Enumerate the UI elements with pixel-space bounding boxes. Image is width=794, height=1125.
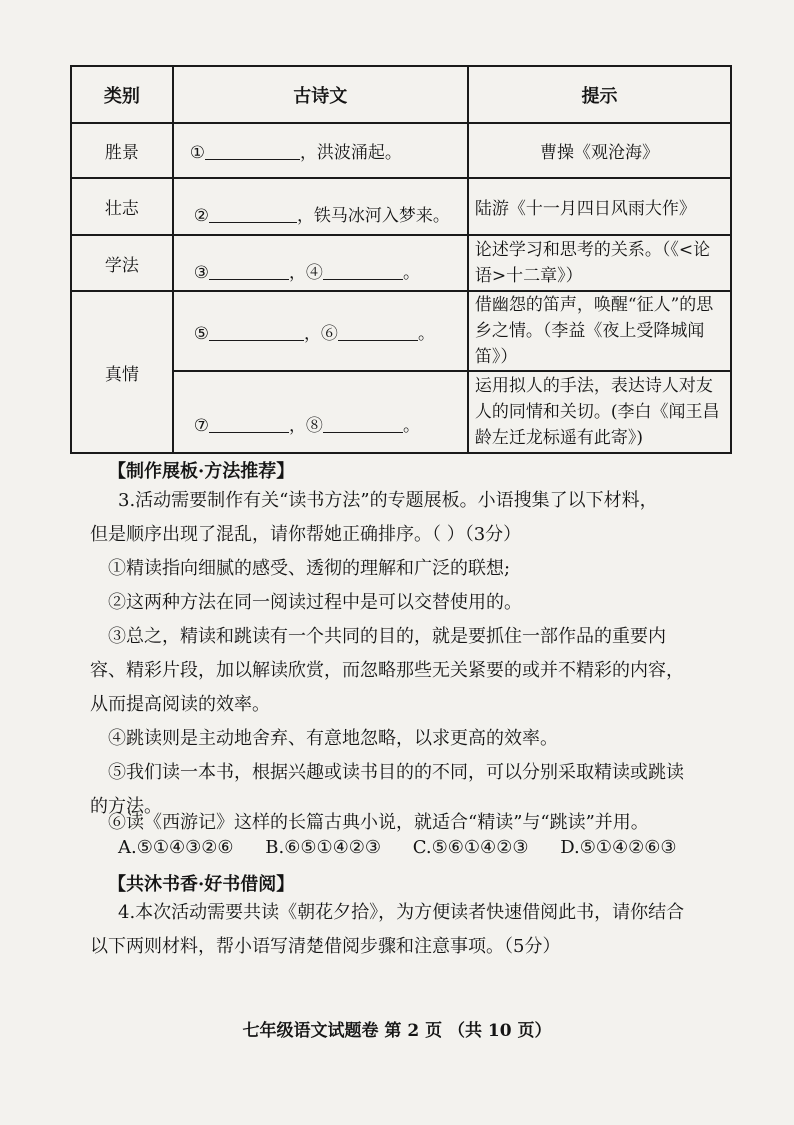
blank-number: ① <box>189 143 205 163</box>
table-row <box>71 123 731 178</box>
option-a[interactable]: A.⑤①④③②⑥ <box>118 837 234 858</box>
poem-cell <box>173 371 468 453</box>
poem-cell <box>173 123 468 178</box>
category-cell: 学法 <box>71 235 173 291</box>
answer-blank[interactable] <box>338 322 418 341</box>
table-row <box>71 291 731 371</box>
blank-number: ，⑧ <box>288 415 323 436</box>
section-heading: 【制作展板·方法推荐】 <box>108 461 295 482</box>
poem-cell <box>173 235 468 291</box>
blank-number: ，⑥ <box>303 323 338 344</box>
material-item: ③总之，精读和跳读有一个共同的目的，就是要抓住一部作品的重要内 <box>108 626 666 647</box>
answer-options <box>118 837 703 858</box>
hint-cell: 运用拟人的手法，表达诗人对友人的同情和关切。(李白《闻王昌龄左迁龙标遥有此寄》) <box>468 371 731 453</box>
question-4-line2: 以下两则材料，帮小语写清楚借阅步骤和注意事项。（5分） <box>90 936 561 957</box>
blank-number: ⑦ <box>193 415 209 436</box>
table-header-row <box>71 66 731 123</box>
option-b[interactable]: B.⑥⑤①④②③ <box>265 837 382 858</box>
option-c[interactable]: C.⑤⑥①④②③ <box>412 837 529 858</box>
material-item: ②这两种方法在同一阅读过程中是可以交替使用的。 <box>108 592 522 613</box>
poem-text: 。 <box>402 415 420 436</box>
hint-cell: 借幽怨的笛声，唤醒“征人”的思乡之情。（李益《夜上受降城闻笛》） <box>468 291 731 371</box>
table-row <box>71 235 731 291</box>
material-item-cont: 容、精彩片段，加以解读欣赏，而忽略那些无关紧要的或并不精彩的内容， <box>90 660 684 681</box>
hint-cell: 陆游《十一月四日风雨大作》 <box>468 178 731 235</box>
header-category: 类别 <box>71 66 173 123</box>
poem-text: 。 <box>417 323 435 344</box>
poetry-table <box>70 65 732 454</box>
category-cell: 壮志 <box>71 178 173 235</box>
material-item-cont: 从而提高阅读的效率。 <box>90 694 270 715</box>
header-hint: 提示 <box>468 66 731 123</box>
section-heading: 【共沐书香·好书借阅】 <box>108 874 295 895</box>
question-3-line2: 但是顺序出现了混乱，请你帮她正确排序。（ ）（3分） <box>90 524 522 545</box>
answer-blank[interactable] <box>209 261 289 280</box>
poem-cell <box>173 178 468 235</box>
question-4-line1: 4.本次活动需要共读《朝花夕拾》，为方便读者快速借阅此书，请你结合 <box>118 902 685 923</box>
answer-blank[interactable] <box>323 414 403 433</box>
poem-text: ，洪波涌起。 <box>299 143 402 163</box>
poem-text: 。 <box>402 262 420 283</box>
blank-number: ② <box>193 206 209 226</box>
answer-blank[interactable] <box>323 261 403 280</box>
hint-cell: 曹操《观沧海》 <box>468 123 731 178</box>
material-item-cont: 的方法。 <box>90 796 162 817</box>
material-item: ⑥读《西游记》这样的长篇古典小说，就适合“精读”与“跳读”并用。 <box>108 812 649 833</box>
material-item: ①精读指向细腻的感受、透彻的理解和广泛的联想; <box>108 558 511 579</box>
option-d[interactable]: D.⑤①④②⑥③ <box>560 837 677 858</box>
poem-text: ，铁马冰河入梦来。 <box>296 206 450 226</box>
poem-cell <box>173 291 468 371</box>
answer-blank[interactable] <box>209 414 289 433</box>
blank-number: ⑤ <box>193 323 209 344</box>
table-row <box>71 178 731 235</box>
answer-blank[interactable] <box>205 141 300 160</box>
blank-number: ③ <box>193 262 209 283</box>
header-poem: 古诗文 <box>173 66 468 123</box>
category-cell: 真情 <box>71 291 173 453</box>
material-item: ④跳读则是主动地舍弃、有意地忽略，以求更高的效率。 <box>108 728 558 749</box>
page-footer: 七年级语文试题卷 第 2 页 （共 10 页） <box>242 1021 552 1041</box>
blank-number: ，④ <box>288 262 323 283</box>
answer-blank[interactable] <box>209 322 304 341</box>
category-cell: 胜景 <box>71 123 173 178</box>
material-item: ⑤我们读一本书，根据兴趣或读书目的的不同，可以分别采取精读或跳读 <box>108 762 684 783</box>
question-3-line1: 3.活动需要制作有关“读书方法”的专题展板。小语搜集了以下材料， <box>118 490 658 511</box>
hint-cell: 论述学习和思考的关系。（《<论语>十二章》） <box>468 235 731 291</box>
answer-blank[interactable] <box>209 204 297 223</box>
